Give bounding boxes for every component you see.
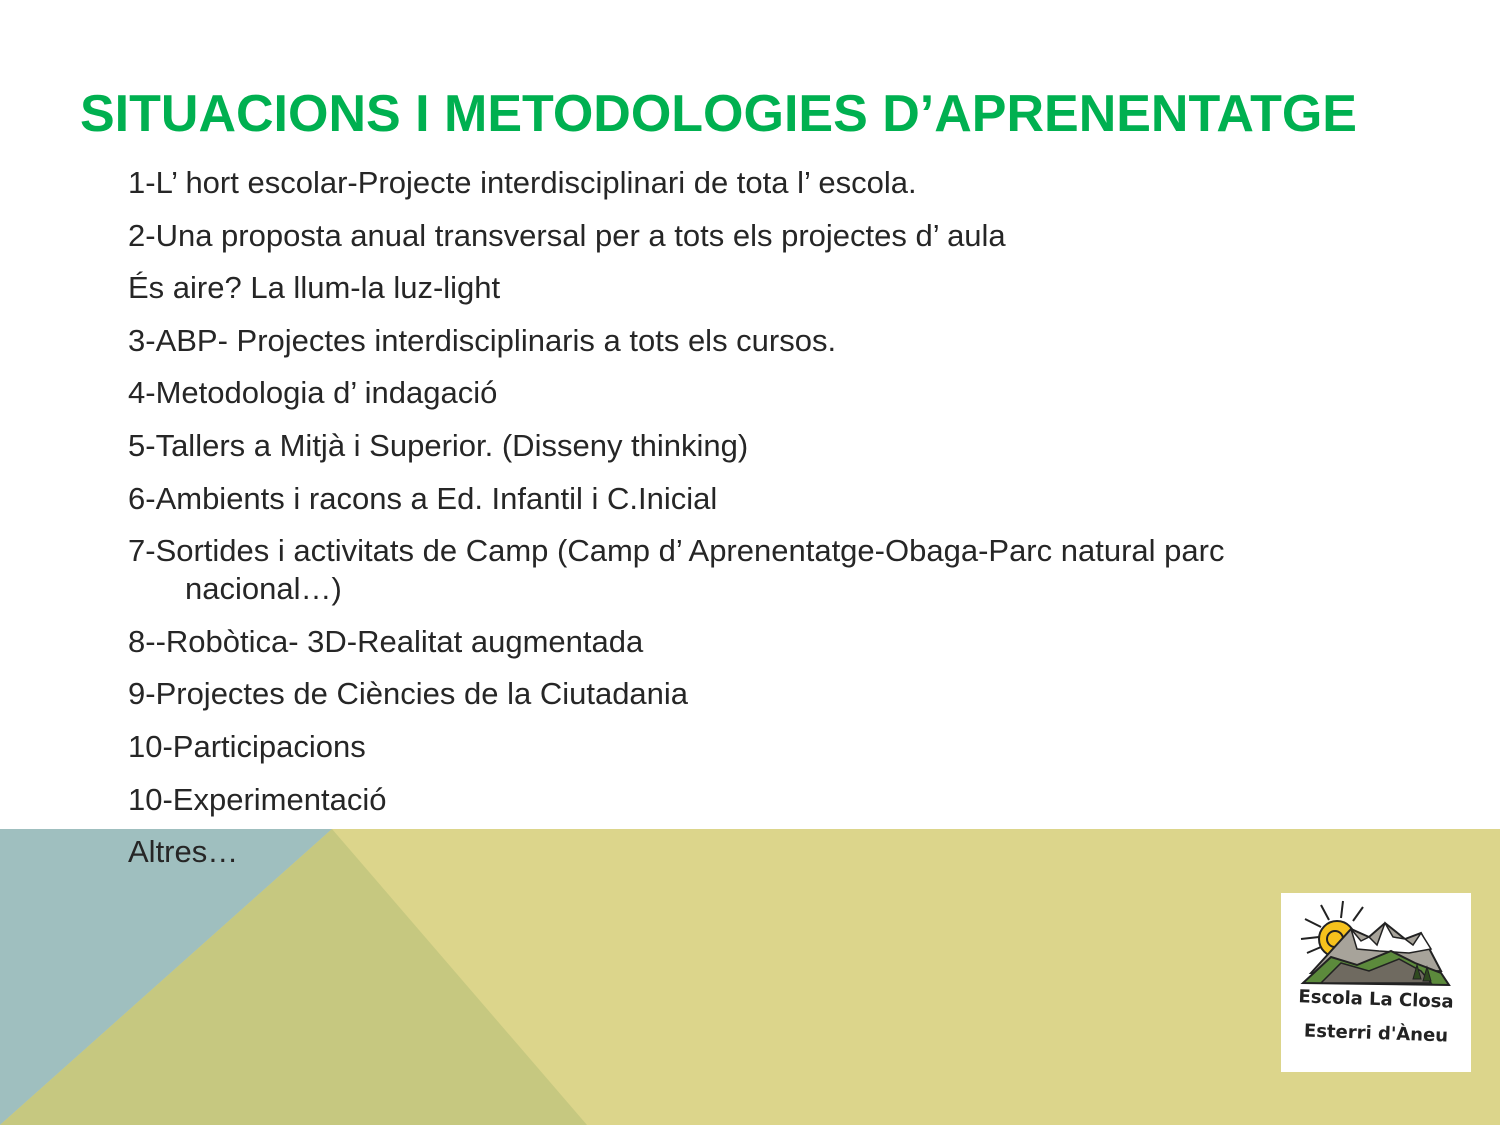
list-item: 6-Ambients i racons a Ed. Infantil i C.Inicial xyxy=(128,480,718,516)
logo-school-name: Escola La Closa xyxy=(1298,986,1454,1013)
list-item: 8--Robòtica- 3D-Realitat augmentada xyxy=(128,623,644,659)
list-item: 5-Tallers a Mitjà i Superior. (Disseny thinking) xyxy=(128,427,749,463)
list-item: 7-Sortides i activitats de Camp (Camp d’ Aprenentatge-Obaga-Parc natural parc nacional…) xyxy=(128,533,1225,607)
school-logo xyxy=(1281,893,1471,1072)
list-item: 1-L’ hort escolar-Projecte interdisciplinari de tota l’ escola. xyxy=(128,165,917,200)
logo-location: Esterri d'Àneu xyxy=(1303,1020,1449,1047)
list-item: 10-Participacions xyxy=(128,728,366,764)
content-list xyxy=(128,164,1358,886)
list-item: És aire? La llum-la luz-light xyxy=(128,270,501,306)
list-item: 10-Experimentació xyxy=(128,781,387,817)
list-item: Altres… xyxy=(128,834,239,870)
list-item: 9-Projectes de Ciències de la Ciutadania xyxy=(128,676,689,712)
list-item: 4-Metodologia d’ indagació xyxy=(128,375,498,411)
list-item: 3-ABP- Projectes interdisciplinaris a tots els cursos. xyxy=(128,322,837,358)
list-item: 2-Una proposta anual transversal per a tots els projectes d’ aula xyxy=(128,217,1006,253)
mountain-sun-icon xyxy=(1281,893,1471,993)
slide-title: SITUACIONS I METODOLOGIES D’APRENENTATGE xyxy=(80,85,1357,143)
